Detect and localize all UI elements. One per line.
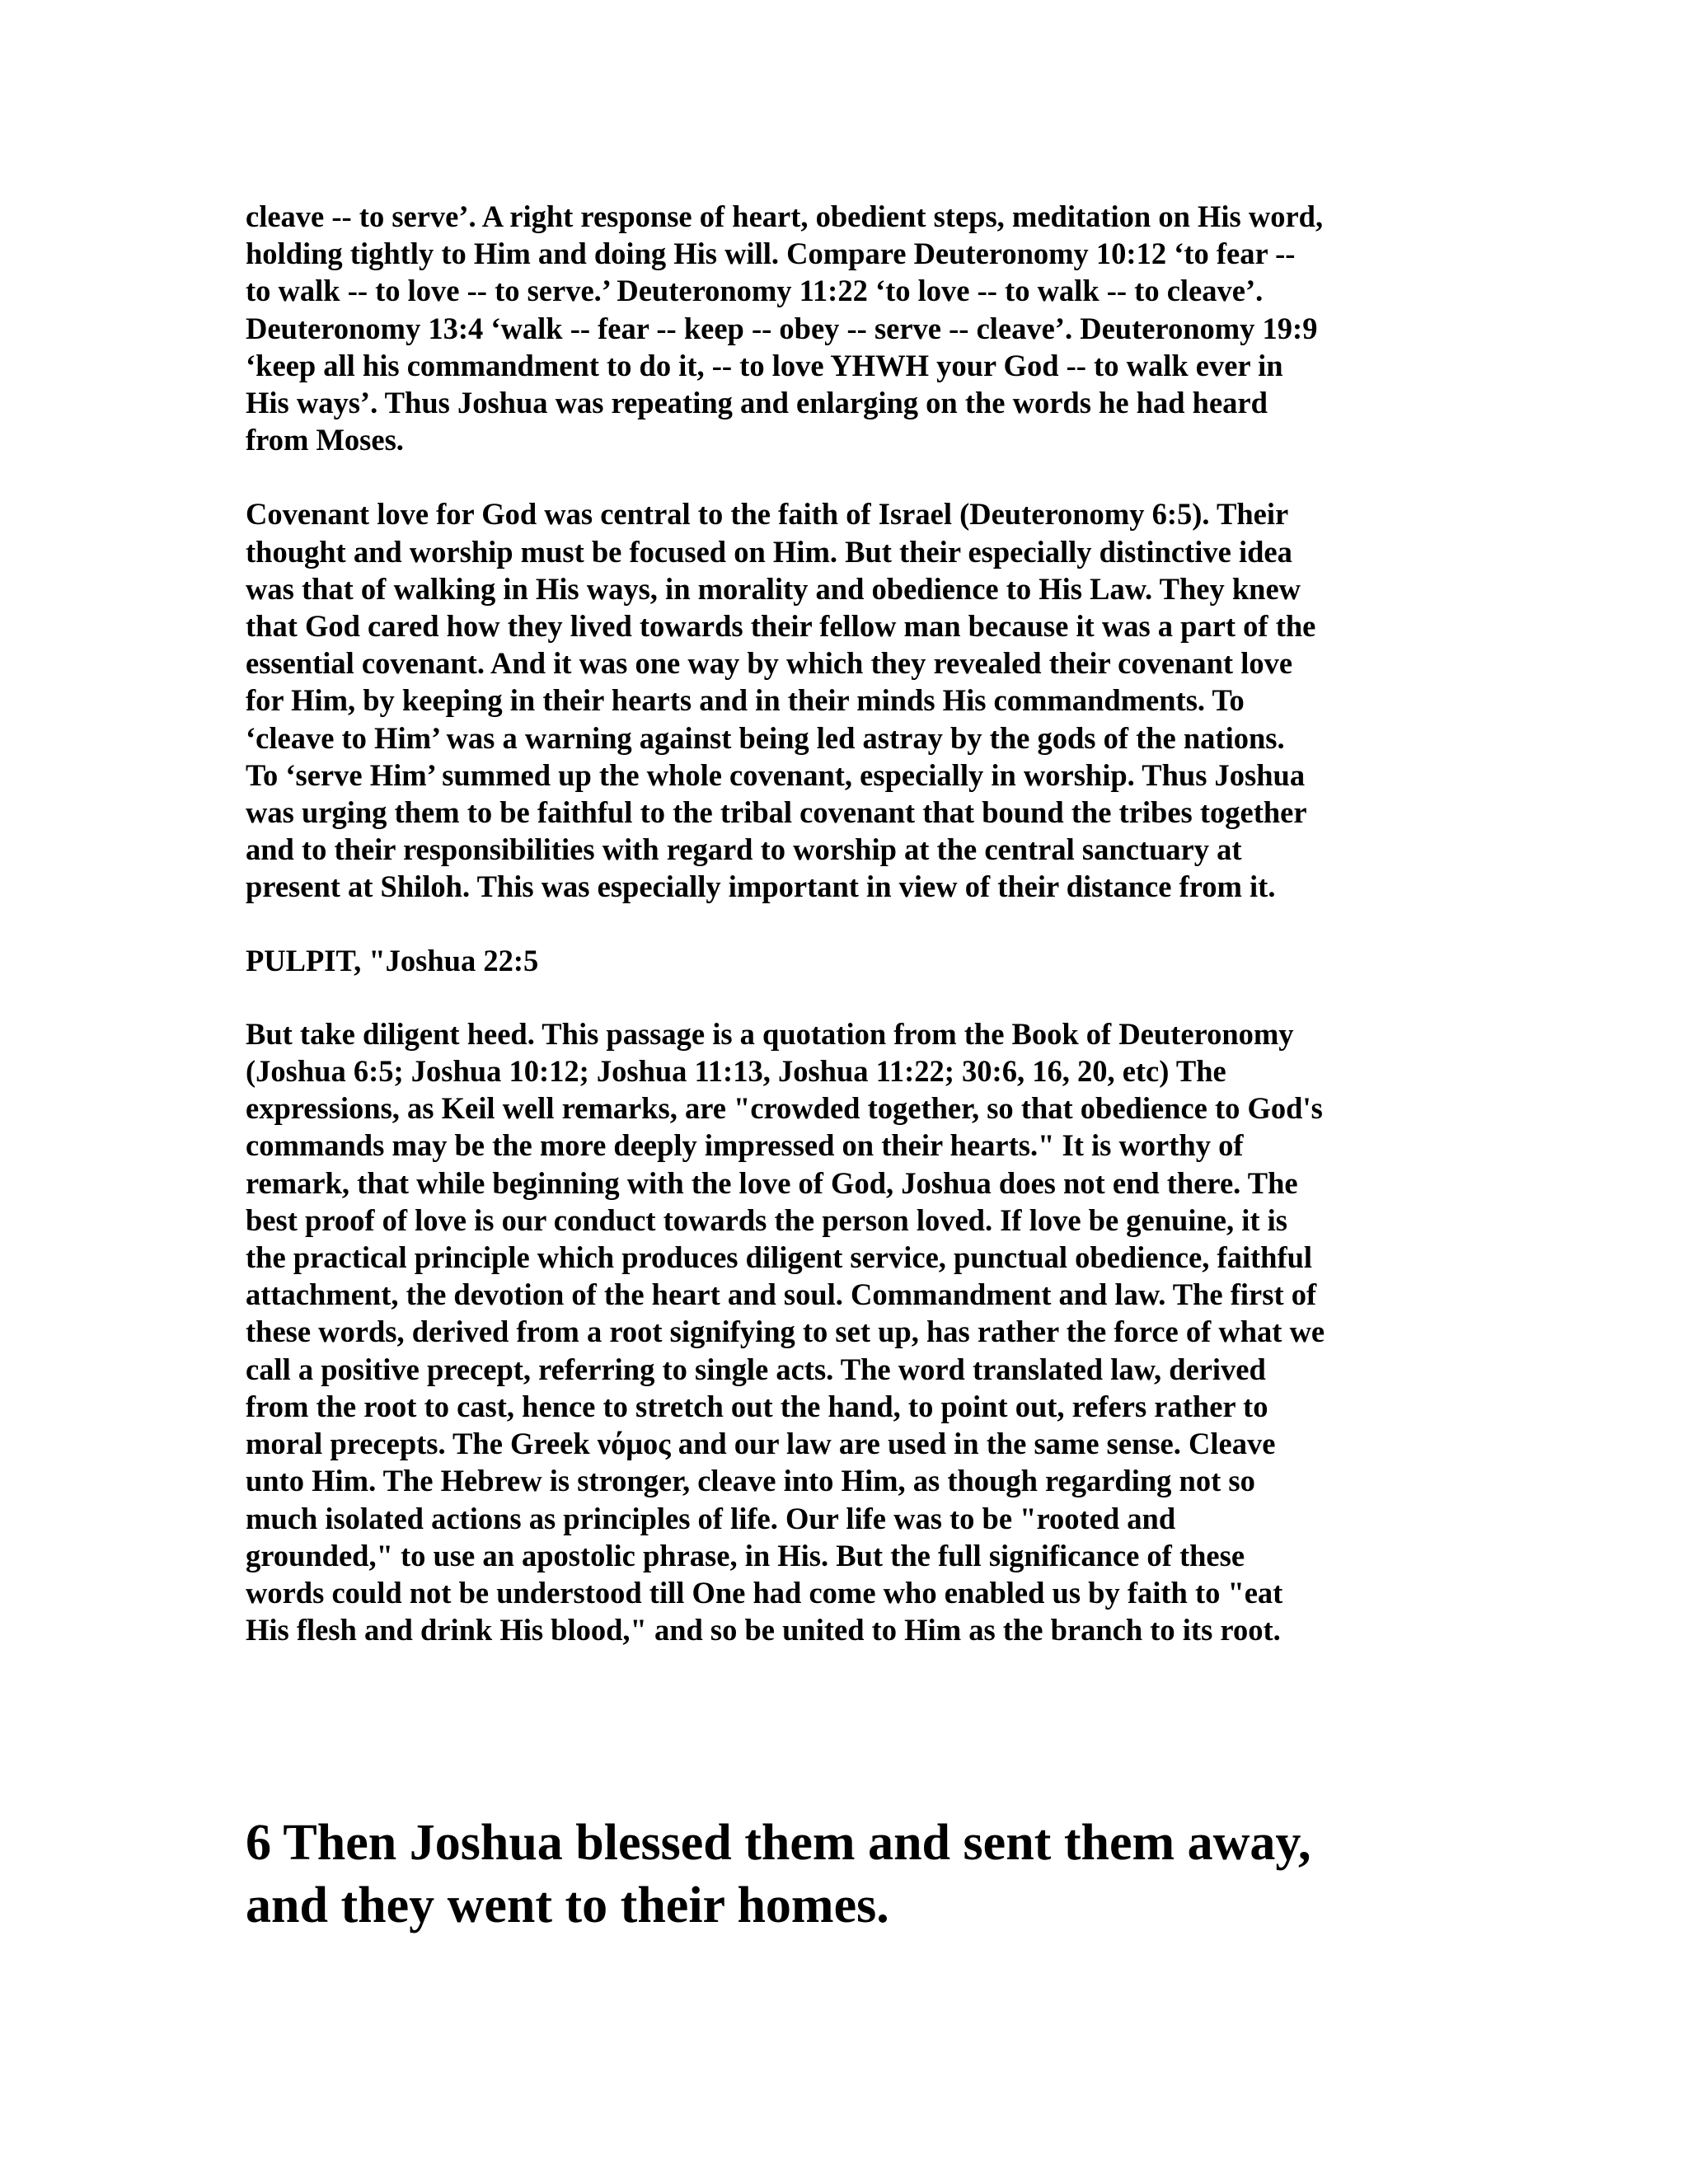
text-line: commands may be the more deeply impressed on their hearts." It is worthy of — [246, 1128, 1244, 1163]
text-line: that God cared how they lived towards their fellow man because it was a part of the — [246, 609, 1316, 644]
text-line: Covenant love for God was central to the faith of Israel (Deuteronomy 6:5). Their — [246, 497, 1289, 532]
text-line: attachment, the devotion of the heart and soul. Commandment and law. The first of — [246, 1277, 1317, 1312]
text-line: (Joshua 6:5; Joshua 10:12; Joshua 11:13, Joshua 11:22; 30:6, 16, 20, etc) The — [246, 1054, 1226, 1089]
text-line: expressions, as Keil well remarks, are "crowded together, so that obedience to God's — [246, 1091, 1323, 1126]
paragraph-2 — [246, 495, 1441, 905]
text-line: His ways’. Thus Joshua was repeating and enlarging on the words he had heard — [246, 386, 1268, 420]
text-line: from Moses. — [246, 423, 404, 457]
text-line: essential covenant. And it was one way by which they revealed their covenant love — [246, 646, 1293, 681]
text-line: unto Him. The Hebrew is stronger, cleave into Him, as though regarding not so — [246, 1464, 1255, 1498]
source-label — [246, 942, 1441, 979]
text-line: ‘cleave to Him’ was a warning against being led astray by the gods of the nations. — [246, 720, 1285, 755]
text-line: from the root to cast, hence to stretch out the hand, to point out, refers rather to — [246, 1389, 1268, 1423]
text-line: words could not be understood till One had come who enabled us by faith to "eat — [246, 1575, 1283, 1610]
paragraph-1 — [246, 198, 1441, 458]
text-line: To ‘serve Him’ summed up the whole covenant, especially in worship. Thus Joshua — [246, 757, 1306, 792]
paragraph-3 — [246, 1015, 1441, 1648]
text-line: was that of walking in His ways, in morality and obedience to His Law. They knew — [246, 571, 1301, 606]
verse-heading — [246, 1811, 1482, 1937]
text-line: for Him, by keeping in their hearts and in their minds His commandments. To — [246, 683, 1245, 718]
text-line: call a positive precept, referring to single acts. The word translated law, derived — [246, 1352, 1266, 1386]
text-line: grounded," to use an apostolic phrase, in His. But the full significance of these — [246, 1538, 1245, 1572]
text-line: present at Shiloh. This was especially important in view of their distance from it. — [246, 869, 1276, 904]
text-line: cleave -- to serve’. A right response of heart, obedient steps, meditation on His word, — [246, 199, 1324, 233]
source-label-text: PULPIT, "Joshua 22:5 — [246, 943, 539, 977]
text-line: the practical principle which produces diligent service, punctual obedience, faithful — [246, 1240, 1313, 1275]
text-line: But take diligent heed. This passage is a quotation from the Book of Deuteronomy — [246, 1016, 1294, 1051]
text-line: and to their responsibilities with regard to worship at the central sanctuary at — [246, 832, 1242, 867]
text-line: thought and worship must be focused on Him. But their especially distinctive idea — [246, 534, 1292, 569]
heading-line: and they went to their homes. — [246, 1877, 889, 1933]
text-line: holding tightly to Him and doing His will. Compare Deuteronomy 10:12 ‘to fear -- — [246, 237, 1296, 271]
text-line: moral precepts. The Greek νόμος and our law are used in the same sense. Cleave — [246, 1427, 1276, 1461]
text-line: much isolated actions as principles of life. Our life was to be "rooted and — [246, 1501, 1176, 1535]
text-line: Deuteronomy 13:4 ‘walk -- fear -- keep -- obey -- serve -- cleave’. Deuteronomy 19:9 — [246, 311, 1318, 345]
heading-line: 6 Then Joshua blessed them and sent them away, — [246, 1815, 1311, 1871]
text-line: these words, derived from a root signifying to set up, has rather the force of what we — [246, 1315, 1325, 1349]
text-line: ‘keep all his commandment to do it, -- to love YHWH your God -- to walk ever in — [246, 348, 1283, 382]
text-line: to walk -- to love -- to serve.’ Deuteronomy 11:22 ‘to love -- to walk -- to cleave’. — [246, 274, 1264, 308]
document-body — [246, 198, 1441, 1648]
text-line: His flesh and drink His blood," and so be united to Him as the branch to its root. — [246, 1613, 1281, 1647]
text-line: best proof of love is our conduct towards the person loved. If love be genuine, it is — [246, 1202, 1287, 1237]
text-line: remark, that while beginning with the love of God, Joshua does not end there. The — [246, 1165, 1298, 1200]
text-line: was urging them to be faithful to the tribal covenant that bound the tribes together — [246, 795, 1307, 830]
